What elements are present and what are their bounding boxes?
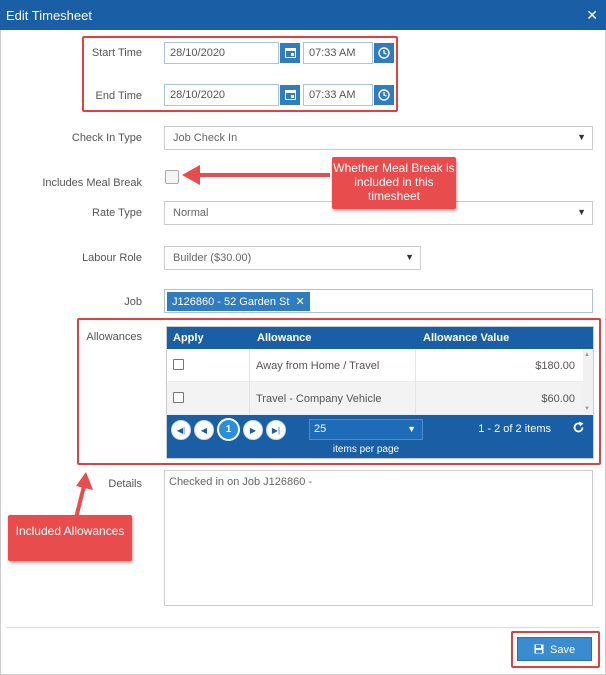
close-icon[interactable]: ✕ [586, 7, 598, 23]
check-in-type-value: Job Check In [173, 132, 238, 144]
chevron-down-icon: ▼ [405, 252, 414, 262]
callout-arrow [180, 160, 340, 190]
job-tag[interactable] [167, 292, 310, 311]
remove-tag-icon[interactable]: ✕ [295, 296, 305, 308]
chevron-down-icon: ▼ [577, 132, 586, 142]
allowance-name: Away from Home / Travel [256, 360, 380, 372]
labour-role-value: Builder ($30.00) [173, 252, 252, 264]
start-date-field[interactable]: 28/10/2020 [164, 42, 279, 64]
allowance-value: $180.00 [535, 360, 575, 372]
save-highlight-box [511, 631, 600, 668]
check-in-type-label: Check In Type [71, 132, 142, 144]
scroll-down-icon[interactable]: ▼ [584, 406, 590, 412]
allowances-highlight-box [77, 318, 601, 465]
items-per-page-label: items per page [332, 444, 400, 455]
footer-divider [6, 627, 600, 628]
pager-summary: 1 - 2 of 2 items [478, 423, 551, 435]
chevron-down-icon: ▼ [407, 424, 416, 434]
dialog-titlebar [0, 0, 606, 30]
details-label: Details [108, 478, 142, 490]
column-header-apply[interactable]: Apply [173, 332, 204, 344]
details-textarea[interactable]: Checked in on Job J126860 - [164, 470, 593, 606]
labour-role-label: Labour Role [82, 252, 142, 264]
first-page-icon[interactable]: ◀| [171, 420, 191, 440]
next-page-icon[interactable]: ▶ [243, 420, 263, 440]
meal-break-checkbox[interactable] [165, 170, 179, 184]
meal-break-callout: Whether Meal Break is included in this timesheet [332, 157, 456, 209]
allowance-name: Travel - Company Vehicle [256, 393, 382, 405]
save-button-label: Save [549, 644, 576, 656]
end-date-field[interactable]: 28/10/2020 [164, 84, 279, 106]
end-time-label: End Time [95, 90, 142, 102]
scroll-up-icon[interactable]: ▲ [584, 352, 590, 358]
current-page-button[interactable]: 1 [217, 418, 240, 441]
previous-page-icon[interactable]: ◀ [194, 420, 214, 440]
labour-role-select[interactable] [164, 246, 421, 270]
end-time-field[interactable]: 07:33 AM [303, 84, 373, 106]
allowance-value: $60.00 [541, 393, 575, 405]
dialog-title: Edit Timesheet [6, 8, 92, 23]
check-in-type-select[interactable] [164, 126, 593, 150]
job-tag-label: J126860 - 52 Garden St [172, 296, 290, 308]
start-time-field[interactable]: 07:33 AM [303, 42, 373, 64]
rate-type-value: Normal [173, 207, 209, 219]
last-page-icon[interactable]: ▶| [266, 420, 286, 440]
start-time-label: Start Time [91, 47, 142, 59]
column-header-allowance-value[interactable]: Allowance Value [423, 332, 510, 344]
job-multiselect[interactable] [164, 289, 593, 313]
allowances-callout: Included Allowances [8, 515, 132, 561]
time-highlight-box [82, 36, 398, 112]
allowances-label: Allowances [86, 331, 142, 343]
job-label: Job [124, 296, 142, 308]
meal-break-label: Includes Meal Break [42, 177, 142, 189]
rate-type-label: Rate Type [92, 207, 142, 219]
column-header-allowance[interactable]: Allowance [257, 332, 312, 344]
chevron-down-icon: ▼ [577, 207, 586, 217]
page-size-value: 25 [314, 423, 327, 435]
